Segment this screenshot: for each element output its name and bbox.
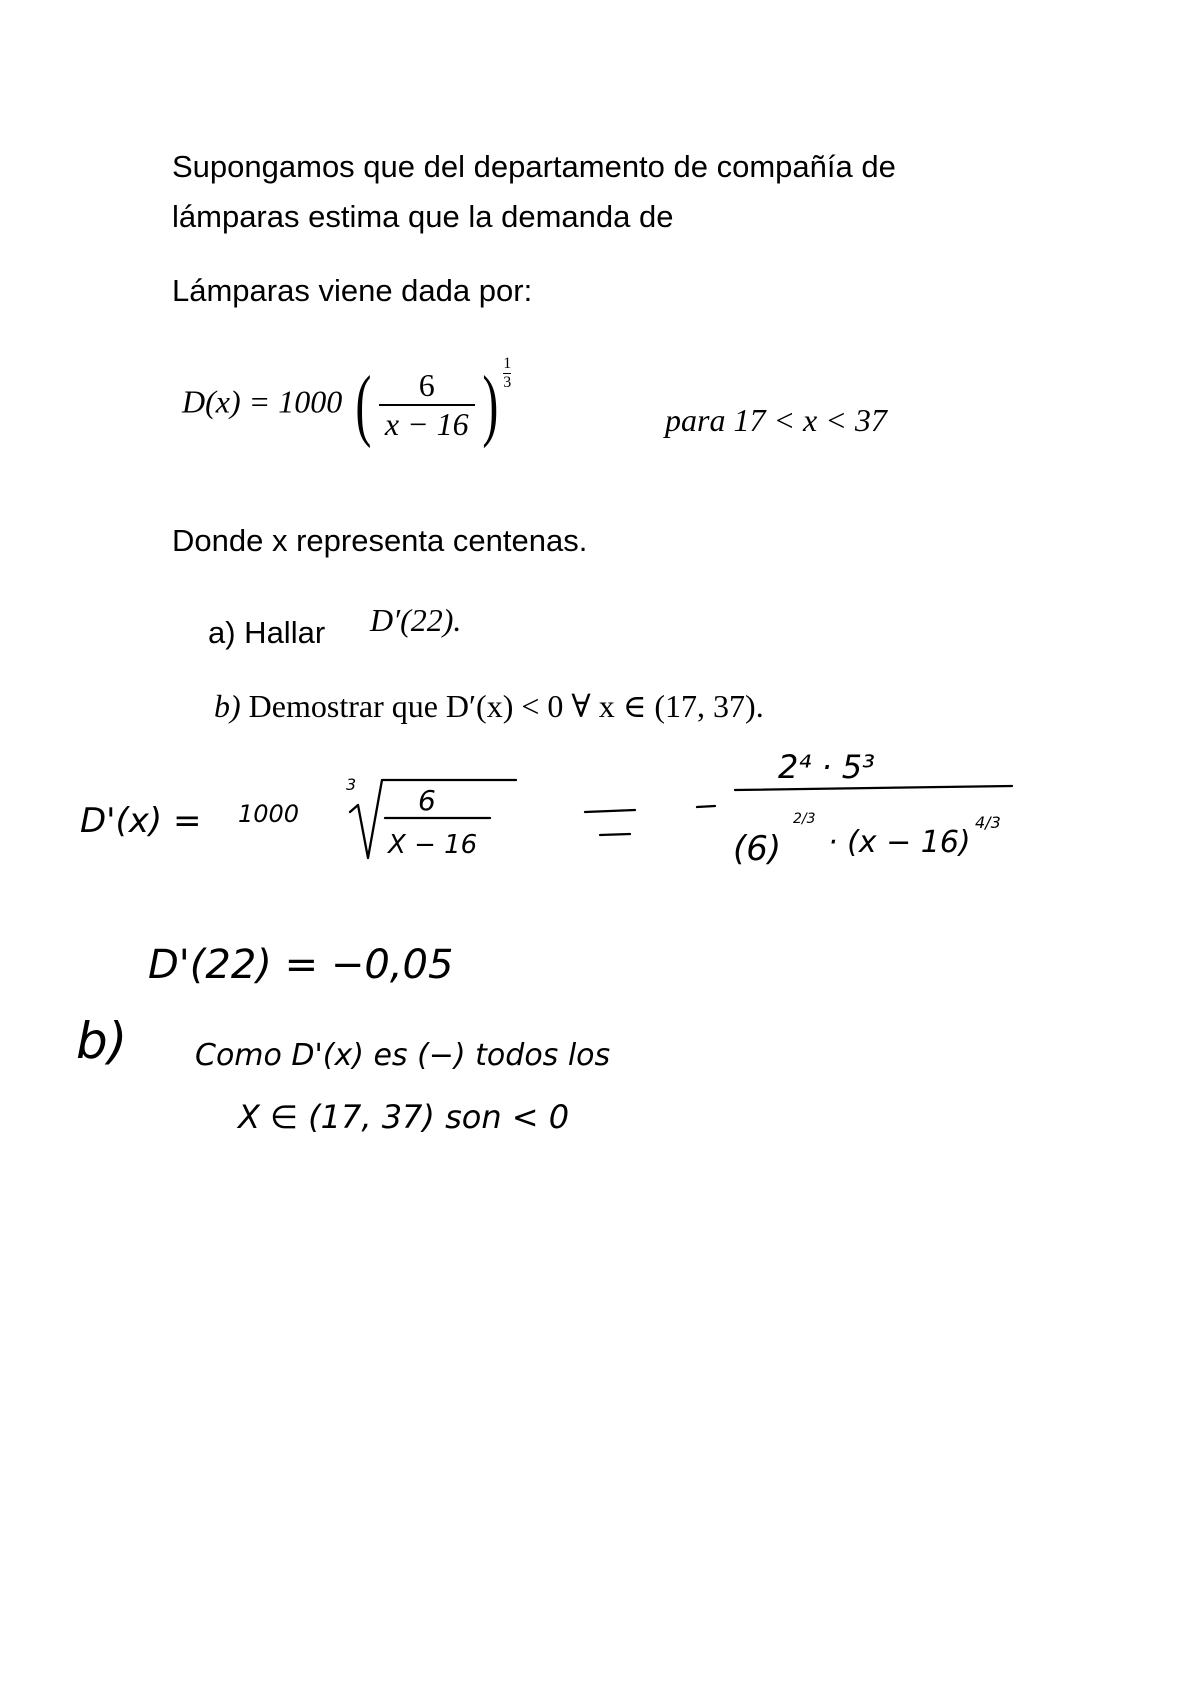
formula-numerator: 6 xyxy=(379,367,475,406)
intro-line-3: Lámparas viene dada por: xyxy=(172,273,533,308)
exponent-numerator: 1 xyxy=(503,355,512,372)
intro-line-2: lámparas estima que la demanda de xyxy=(172,199,674,234)
right-paren: ) xyxy=(481,361,498,449)
hw-result-d22: D'(22) = −0,05 xyxy=(148,942,454,988)
note-centenas: Donde x representa centenas. xyxy=(172,523,588,558)
hw-part-b-line-2: X ∈ (17, 37) son < 0 xyxy=(238,1098,570,1136)
hw-minus-sign xyxy=(697,806,715,807)
left-paren: ( xyxy=(355,361,372,449)
formula-denominator: x − 16 xyxy=(384,406,469,442)
hw-rhs-fraction-bar xyxy=(735,786,1012,790)
part-b-text: Demostrar que D′(x) < 0 ∀ x ∈ (17, 37). xyxy=(248,688,764,724)
part-b-label: b) xyxy=(214,688,241,724)
hw-rhs-den-tail-exp: 4/3 xyxy=(975,813,1001,832)
hw-radical-numerator: 6 xyxy=(418,784,436,817)
hw-part-b-label: b) xyxy=(76,1012,128,1070)
condition-range: 17 < x < 37 xyxy=(733,402,887,438)
formula-lhs: D(x) = 1000 xyxy=(182,383,343,420)
hw-equals-bottom xyxy=(600,834,630,835)
handwritten-line-1 xyxy=(80,748,1012,869)
hw-radical-denominator: X − 16 xyxy=(388,830,478,860)
hw-rhs-den-base: (6) xyxy=(733,829,782,869)
part-a-label: a) Hallar xyxy=(208,615,326,650)
hw-rhs-den-exp: 2/3 xyxy=(793,811,816,827)
hw-equals-top xyxy=(585,810,635,812)
hw-root-index: 3 xyxy=(346,775,357,794)
intro-line-1: Supongamos que del departamento de compañía de xyxy=(172,149,896,184)
hw-rhs-numerator: 2⁴ · 5³ xyxy=(778,748,875,786)
hw-part-b-line-1: Como D'(x) es (−) todos los xyxy=(195,1038,611,1073)
condition-word: para xyxy=(665,402,726,438)
part-a-expression: D′(22). xyxy=(370,602,462,638)
exponent-denominator: 3 xyxy=(503,373,512,391)
hw-derivative-lhs: D'(x) = xyxy=(80,801,202,841)
hw-coefficient: 1000 xyxy=(238,800,300,828)
hw-rhs-den-tail: · (x − 16) xyxy=(828,825,971,860)
